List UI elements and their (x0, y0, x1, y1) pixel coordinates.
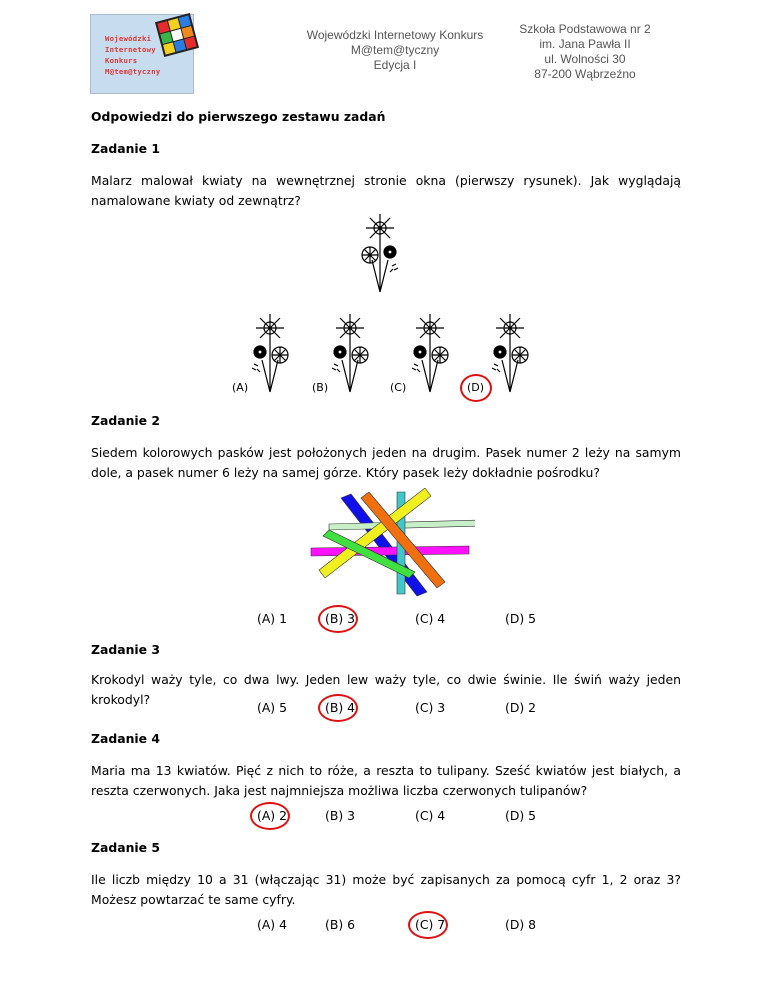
task-3-option-d: (D) 2 (505, 700, 537, 715)
rubiks-cube-icon (151, 9, 203, 61)
task-1-heading: Zadanie 1 (91, 141, 160, 156)
task-3-answer-circle (318, 694, 358, 722)
task-1-option-c: (C) (390, 381, 407, 394)
task-4-option-b: (B) 3 (325, 808, 355, 823)
header-school-address: Szkoła Podstawowa nr 2 im. Jana Pawła II ul. Wolności 30 87-200 Wąbrzeźno (519, 22, 651, 81)
task-2-option-c: (C) 4 (415, 611, 446, 626)
task-4-text: Maria ma 13 kwiatów. Pięć z nich to róże, a reszta to tulipany. Sześć kwiatów jest białych, a reszta czerwonych. Jaka jest najmniejsza możliwa liczba czerwonych tulipanów? (91, 763, 681, 798)
task-1-text: Malarz malował kwiaty na wewnętrznej stronie okna (pierwszy rysunek). Jak wyglądają namalowane kwiaty od zewnątrz? (91, 173, 681, 208)
logo-text: Wojewódzki Internetowy Konkurs M@tem@tyczny (105, 34, 161, 76)
task-2-text: Siedem kolorowych pasków jest położonych jeden na drugim. Pasek numer 2 leży na samym dole, a pasek numer 6 leży na samej górze. Który pasek leży dokładnie pośrodku? (91, 445, 681, 480)
task-1-answer-circle (460, 374, 492, 402)
flowers-original-figure (350, 210, 410, 295)
task-3-option-a: (A) 5 (257, 700, 287, 715)
task-3-text: Krokodyl waży tyle, co dwa lwy. Jeden lew waży tyle, co dwie świnie. Ile świń waży jeden krokodyl? (91, 672, 681, 707)
task-4-heading: Zadanie 4 (91, 731, 160, 746)
task-4-option-a: (A) 2 (257, 808, 287, 823)
task-4-option-c: (C) 4 (415, 808, 446, 823)
contest-logo (90, 14, 194, 94)
task-2-option-a: (A) 1 (257, 611, 287, 626)
task-1-option-a: (A) (232, 381, 249, 394)
task-3-option-c: (C) 3 (415, 700, 446, 715)
task-5-option-d: (D) 8 (505, 917, 537, 932)
task-1-option-b: (B) (312, 381, 329, 394)
task-5-option-b: (B) 6 (325, 917, 355, 932)
task-5-option-a: (A) 4 (257, 917, 287, 932)
task-1-option-d: (D) (467, 381, 485, 394)
task-2-heading: Zadanie 2 (91, 413, 160, 428)
task-3-heading: Zadanie 3 (91, 642, 160, 657)
task-3-option-b: (B) 4 (325, 700, 355, 715)
colored-strips-figure (305, 488, 475, 600)
task-2-option-d: (D) 5 (505, 611, 537, 626)
page-title: Odpowiedzi do pierwszego zestawu zadań (91, 109, 386, 124)
header-contest-info: Wojewódzki Internetowy Konkurs M@tem@tyczny Edycja I (306, 28, 484, 72)
task-5-text: Ile liczb między 10 a 31 (włączając 31) może być zapisanych za pomocą cyfr 1, 2 oraz 3? Możesz powtarzać te same cyfry. (91, 872, 681, 907)
task-4-option-d: (D) 5 (505, 808, 537, 823)
task-5-option-c: (C) 7 (415, 917, 446, 932)
task-5-answer-circle (408, 911, 448, 939)
task-5-heading: Zadanie 5 (91, 840, 160, 855)
task-4-answer-circle (250, 802, 290, 830)
task-2-answer-circle (318, 605, 358, 633)
task-2-option-b: (B) 3 (325, 611, 355, 626)
